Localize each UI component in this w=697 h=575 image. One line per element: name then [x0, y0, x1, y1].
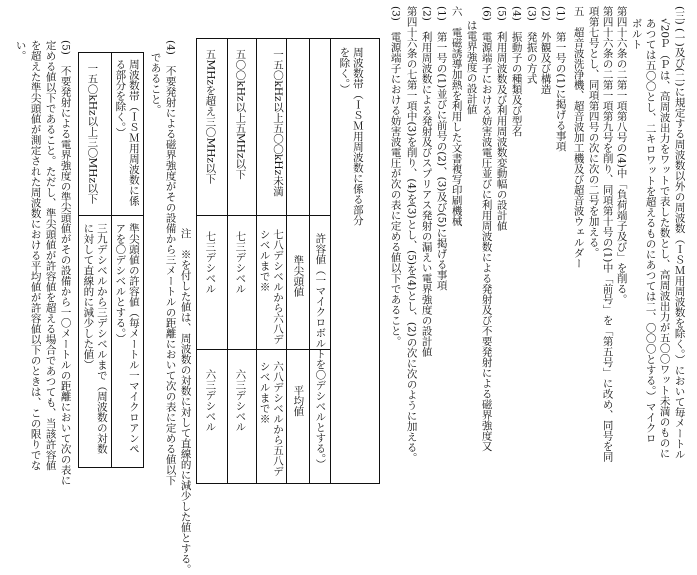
text-column: は電界強度の設計値	[465, 20, 478, 115]
table-row-qp: 七三デシベル	[234, 231, 247, 294]
table-row-qp: 七八デシベルから六八デシベルまで※	[258, 229, 284, 345]
text-column: 項第七号とし、同項第四号の次に次の二号を加える。	[587, 6, 600, 258]
text-column: (5) 不要発射による電界強度の準尖頭値がその設備から一〇メートルの距離において次の表に	[59, 40, 72, 486]
text-column: を超えた準尖頭値が測定された周波数における平均値が許容値以下のときは、この限りでな	[29, 40, 42, 471]
text-column: 第四十六条の七第一項中(3)を削り、(4)を(3)とし、(5)を(4)とし、(2)の次に次のように加える。	[405, 6, 418, 463]
text-column: (6) 電源端子における妨害波電圧並びに利用周波数による発射及び不要発射による磁界強度又	[480, 6, 493, 452]
text-column: あつては五〇〇とし、二キロワットを超えるものにあつては二、〇〇〇とする。）マイクロ	[644, 18, 657, 444]
table-header-quasi-peak: 準尖頭値	[292, 255, 305, 297]
table-row-qp: 七三デシベル	[204, 231, 217, 294]
note-column: 注 ※を付した値は、周波数の対数に対して直線的に減少した値とする。	[179, 228, 192, 575]
text-column: (3) 発振の方式	[525, 6, 538, 84]
text-column: (2) 外観及び構造	[539, 6, 552, 95]
text-column: (1) 第一号の(1)に掲げる事項	[554, 6, 567, 152]
table-row-band: 一五〇kHz以上五〇〇kHz未満	[272, 49, 284, 197]
text-column: (3) 電源端子における妨害波電圧が次の表に定める値以下であること。	[389, 6, 402, 347]
text-column: であること。	[149, 52, 162, 115]
text-column: (2) 利用周波数による発射及びスプリアス発射の漏えい電界強度の設計値	[420, 6, 433, 357]
text-column: √20Ｐ（Ｐは、高周波出力をワットで表した数とし、高周波出力が五〇〇ワット未満のものに	[658, 18, 671, 459]
text-column: (5) 利用周波数及び利用周波数変動幅の設計値	[495, 6, 508, 231]
table-row-avg: 六八デシベルから五八デシベルまで※	[258, 361, 284, 477]
text-column: 定める値以下であること。ただし、準尖頭値が許容値を超える場合であつても、当該許容値	[44, 40, 57, 471]
magnetic-field-table	[78, 52, 144, 468]
table-header-limit: 許容値（一マイクロボルトを〇デシベルとする。）	[314, 233, 327, 470]
text-column: (4) 不要発射による磁界強度がその設備から三メートルの距離において次の表に定める値以下	[164, 40, 177, 486]
table-header-average: 平均値	[292, 385, 305, 417]
text-column: 第四十六条の二第一項第八号の(4)中「負荷端子及び」を削る。	[615, 6, 628, 305]
emission-limit-table	[196, 38, 380, 484]
table-row-band: 一五〇kHz以上三〇MHz以下	[86, 63, 99, 204]
table-header-limit: 準尖頭値の許容値（毎メートル一マイクロアンペアを〇デシベルとする。）	[114, 223, 140, 454]
table-row-band: 五〇〇kHz以上五MHz以下	[234, 49, 247, 180]
text-column: 五 超音波洗浄機、超音波加工機及び超音波ウェルダー	[572, 6, 585, 269]
table-row-avg: 六三デシベル	[234, 369, 247, 432]
text-column: 第四十六条の二第一項第九号を削り、同項第十号の(1)中「前号」を「第五号」に改め、同号を同	[601, 6, 614, 462]
text-column: (4) 振動子の種類及び型名	[510, 6, 523, 137]
text-column: ボルト	[630, 18, 643, 50]
table-row-band: 五MHzを超え三〇MHz以下	[204, 49, 217, 184]
text-column: 六 電磁誘導加熱を利用した文書複写印刷機械	[450, 6, 463, 227]
table-row-avg: 六三デシベル	[204, 369, 217, 432]
table-header-band: 周波数帯（ＩＳＭ用周波数に係る部分を除く。）	[338, 47, 364, 226]
table-row-value: 三九デシベルから三デシベルまで（周波数の対数に対して直線的に減少した値）	[82, 223, 108, 454]
text-column: (1) 第一号の(1)並びに前号の(2)、(3)及び(5)に掲げる事項	[435, 6, 448, 291]
text-column: い。	[14, 40, 27, 61]
text-column: (三) (一)及び(二)に規定する周波数以外の周波数（ＩＳＭ用周波数を除く。）において毎メートル	[673, 6, 686, 460]
table-header-band: 周波数帯（ＩＳＭ用周波数に係る部分を除く。）	[114, 59, 140, 206]
